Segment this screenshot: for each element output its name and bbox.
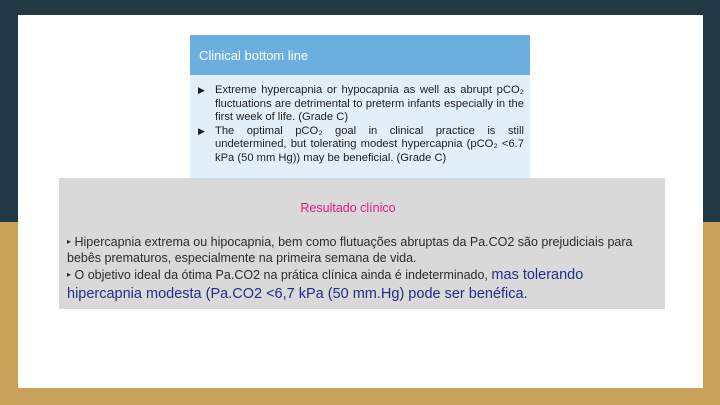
list-item (198, 84, 524, 125)
summary-item-text: Hipercapnia extrema ou hipocapnia, bem como flutuações abruptas da Pa.CO2 são prejudiciais para bebês prematuros, especialmente na primeira semana de vida. (67, 235, 633, 265)
panel-header (190, 35, 530, 75)
triangle-right-icon: ▶ (198, 125, 205, 136)
list-item-text: The optimal pCO₂ goal in clinical practice is still undetermined, but tolerating modest hypercapnia (pCO₂ <6.7 kPa (50 mm Hg)) may be beneficial. (Grade C) (215, 124, 524, 164)
bullet-icon: ▸ (67, 237, 72, 246)
list-item-text: Extreme hypercapnia or hypocapnia as well as abrupt pCO₂ fluctuations are detrimental to preterm infants especially in the first week of life. (Grade C) (215, 84, 524, 123)
summary-item (67, 266, 659, 304)
bullet-icon: ▸ (67, 270, 72, 279)
summary-heading: Resultado clínico (300, 201, 396, 215)
summary-highlight-text: mas tolerando hipercapnia modesta (Pa.CO2 <6,7 kPa (50 mm.Hg) pode ser benéfica. (67, 267, 584, 302)
panel-list (198, 84, 524, 165)
clinical-bottom-line-panel (190, 35, 530, 183)
panel-title: Clinical bottom line (199, 48, 309, 63)
list-item (198, 125, 524, 166)
translation-summary-box (59, 178, 665, 309)
summary-item-text: O objetivo ideal da ótima Pa.CO2 na prática clínica ainda é indeterminado, (74, 268, 492, 282)
summary-text (67, 234, 659, 304)
summary-item (67, 234, 659, 266)
triangle-right-icon: ▶ (198, 85, 205, 95)
